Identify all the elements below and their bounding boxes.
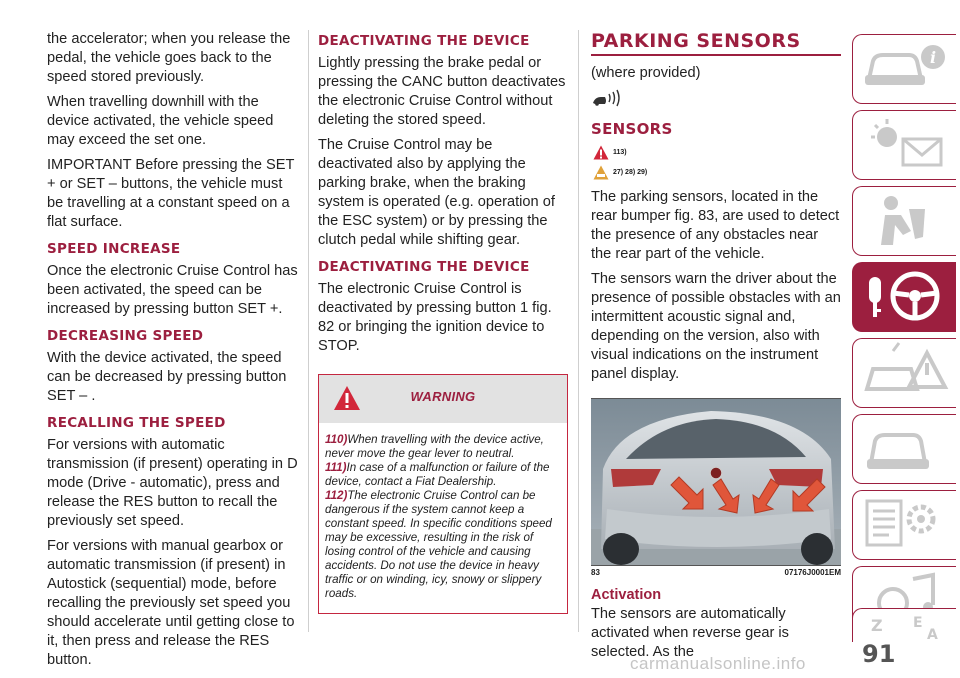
technical-data-icon <box>853 491 953 557</box>
caution-triangle-icon <box>593 165 609 180</box>
warning-ref-numbers: 113) <box>613 148 627 156</box>
emergency-icon <box>853 339 953 405</box>
page-title: PARKING SENSORS <box>591 30 841 56</box>
warning-note <box>325 489 561 601</box>
paragraph: The sensors are automatically activated when reverse gear is selected. As the <box>591 606 789 660</box>
column-1 <box>47 30 299 676</box>
parking-sensor-symbol-icon <box>591 89 841 112</box>
tab-index[interactable] <box>852 608 956 642</box>
svg-text:A: A <box>927 627 938 641</box>
car-info-icon <box>853 35 953 101</box>
paragraph: With the device activated, the speed can be decreased by pressing button SET – . <box>47 350 287 404</box>
heading-deactivating-device: DEACTIVATING THE DEVICE <box>318 259 530 275</box>
tab-technical-data[interactable] <box>852 490 956 560</box>
figure-parking-sensors <box>591 398 841 566</box>
svg-text:i: i <box>930 48 937 67</box>
warning-lights-icon <box>853 111 953 177</box>
index-icon <box>853 609 953 641</box>
paragraph: For versions with manual gearbox or automatic transmission (if present) in Autostick (sequential) mode, before recalling the previously set speed you should accelerate until getting close to it, then press and release the RES button. <box>47 538 295 668</box>
maintenance-icon <box>853 415 953 481</box>
tab-maintenance[interactable] <box>852 414 956 484</box>
column-divider <box>308 30 309 632</box>
heading-decreasing-speed: DECREASING SPEED <box>47 328 204 344</box>
heading-speed-increase: SPEED INCREASE <box>47 241 181 257</box>
watermark: carmanualsonline.info <box>630 654 806 673</box>
note-number: 110) <box>325 433 348 446</box>
heading-sensors: SENSORS <box>591 120 673 138</box>
paragraph: The electronic Cruise Control is deactivated by pressing button 1 fig. 82 or bringing the ignition device to STOP. <box>318 281 552 354</box>
tab-safety[interactable] <box>852 186 956 256</box>
heading-recalling-speed: RECALLING THE SPEED <box>47 415 226 431</box>
warning-notes <box>319 423 567 613</box>
paragraph: (where provided) <box>591 65 701 81</box>
warning-box <box>318 374 568 614</box>
paragraph: Lightly pressing the brake pedal or pressing the CANC button deactivates the electronic Cruise Control without deleting the stored speed. <box>318 55 566 128</box>
figure-code: 07176J0001EM <box>784 568 841 577</box>
paragraph: Once the electronic Cruise Control has been activated, the speed can be increased by pressing button SET +. <box>47 263 298 317</box>
heading-activation: Activation <box>591 587 662 603</box>
paragraph: The parking sensors, located in the rear bumper fig. 83, are used to detect the presence of any obstacles near the rear part of the vehicle. <box>591 189 840 262</box>
warning-label: WARNING <box>410 389 476 404</box>
paragraph: IMPORTANT Before pressing the SET + or SET – buttons, the vehicle must be travelling at a constant speed on a flat surface. <box>47 157 295 230</box>
warning-triangle-icon <box>593 145 609 160</box>
column-2 <box>318 30 568 614</box>
column-divider <box>578 30 579 632</box>
caution-reference <box>593 162 841 182</box>
svg-text:Z: Z <box>871 616 883 635</box>
warning-note <box>325 461 561 489</box>
figure-caption <box>591 568 841 577</box>
figure-number: 83 <box>591 568 600 577</box>
note-number: 111) <box>325 461 347 474</box>
note-text: In case of a malfunction or failure of the device, contact a Fiat Dealership. <box>325 461 550 488</box>
svg-text:E: E <box>913 615 923 631</box>
note-text: The electronic Cruise Control can be dangerous if the system cannot keep a constant speed. In specific conditions speed may be excessive, resulting in the risk of losing control of the vehicle and causing accidents. Do not use the device in heavy traffic or on winding, icy, snowy or slippery roads. <box>325 489 552 600</box>
tab-emergency[interactable] <box>852 338 956 408</box>
warning-note <box>325 433 561 461</box>
warning-reference <box>593 142 841 162</box>
heading-deactivating-device: DEACTIVATING THE DEVICE <box>318 33 530 49</box>
note-number: 112) <box>325 489 348 502</box>
warning-header <box>319 375 567 423</box>
caution-ref-numbers: 27) 28) 29) <box>613 168 648 176</box>
tab-car-info[interactable] <box>852 34 956 104</box>
safety-icon <box>853 187 953 253</box>
page-number: 91 <box>862 640 896 668</box>
car-rear-image <box>591 399 841 566</box>
paragraph: The Cruise Control may be deactivated also by applying the parking brake, when the braking system is operated (e.g. operation of the ESC system) or by pressing the clutch pedal while shifting gear. <box>318 137 555 248</box>
steering-wheel-icon <box>853 263 953 329</box>
paragraph: When travelling downhill with the device activated, the vehicle speed may exceed the set one. <box>47 94 274 148</box>
tab-warning-lights[interactable] <box>852 110 956 180</box>
note-text: When travelling with the device active, never move the gear lever to neutral. <box>325 433 544 460</box>
paragraph: For versions with automatic transmission (if present) operating in D mode (Drive - automatic), press and release the RES button to recall the previously set speed. <box>47 437 298 529</box>
paragraph: The sensors warn the driver about the presence of possible obstacles with an intermittent acoustic signal and, depending on the version, also with visual indications on the instrument panel display. <box>591 271 841 382</box>
paragraph: the accelerator; when you release the pedal, the vehicle goes back to the speed stored previously. <box>47 31 291 85</box>
tab-starting-driving[interactable] <box>852 262 956 332</box>
column-3 <box>591 30 841 668</box>
